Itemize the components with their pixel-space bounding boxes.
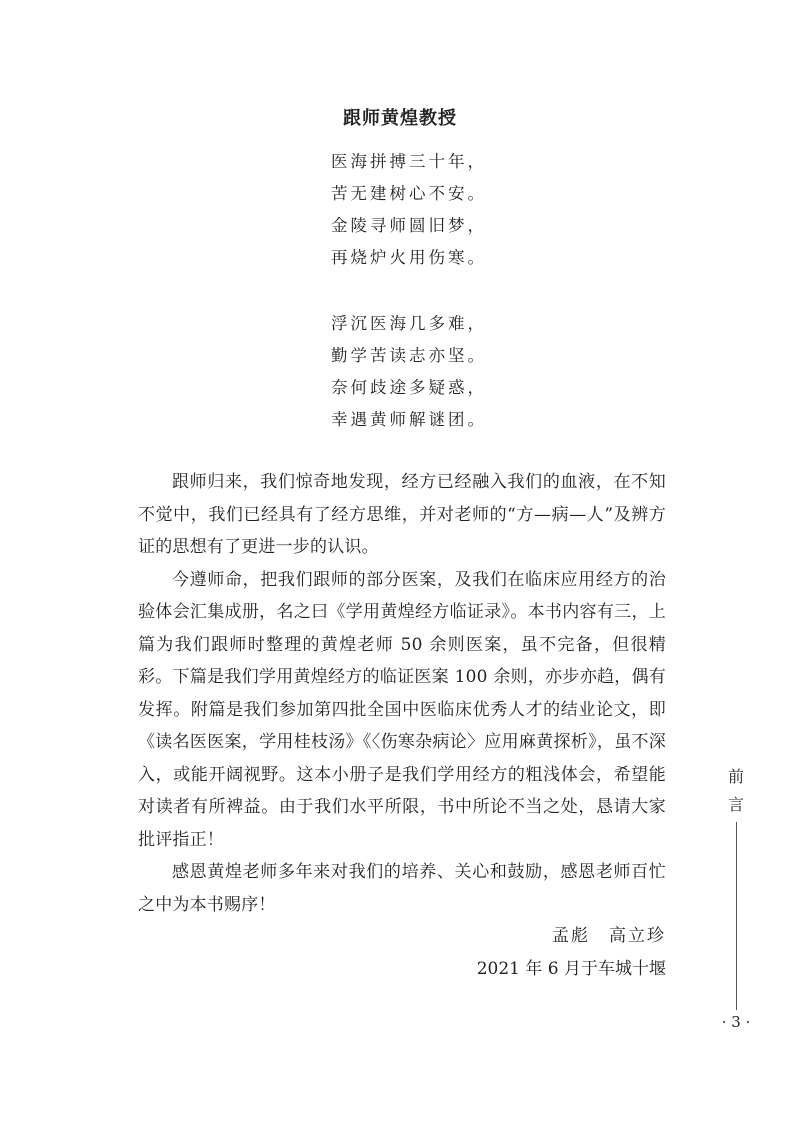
section-label-char: 前: [727, 767, 744, 786]
poem-line: 勤学苦读志亦坚。: [331, 346, 487, 365]
paragraph-return: 跟师归来，我们惊奇地发现，经方已经融入我们的血液，在不知不觉中，我们已经具有了经方思维，并对老师的“方—病—人”及辨方证的思想有了更进一步的认识。: [138, 472, 666, 557]
poem-line: 幸遇黄师解谜团。: [331, 410, 487, 429]
preface-body: [138, 466, 666, 921]
section-label: [726, 763, 746, 819]
poem-stanza-1: [331, 146, 487, 274]
signature-date-place: 2021 年 6 月于车城十堰: [476, 958, 666, 979]
page-number: · 3 ·: [721, 1013, 751, 1031]
paragraph-gratitude: 感恩黄煌老师多年来对我们的培养、关心和鼓励，感恩老师百忙之中为本书赐序！: [138, 862, 666, 915]
poem-line: 苦无建树心不安。: [331, 184, 487, 203]
signature-authors: 孟彪 高立珍: [552, 926, 666, 946]
section-label-char: 言: [727, 795, 744, 814]
poem-line: 再烧炉火用伤寒。: [331, 248, 487, 267]
poem-line: 金陵寻师圆旧梦，: [331, 216, 487, 235]
poem-line: 医海拼搏三十年，: [331, 152, 487, 171]
poem-title: 跟师黄煌教授: [343, 108, 457, 129]
paragraph-book-contents: 今遵师命，把我们跟师的部分医案，及我们在临床应用经方的治验体会汇集成册，名之曰《学用黄煌经方临证录》。本书内容有三，上篇为我们跟师时整理的黄煌老师 50 余则医案，虽不完备，但很精彩。下篇是我们学用黄煌经方的临证医案 100 余则，亦步亦趋，偶有发挥。附篇是我们参加第四批全国中医临床优秀人才的结业论文，即《读名医医案，学用桂枝汤》《〈伤寒杂病论〉应用麻黄探析》，虽不深入，或能开阔视野。这本小册子是我们学用经方的粗浅体会，希望能对读者有所裨益。由于我们水平所限，书中所论不当之处，恳请大家批评指正！: [138, 569, 666, 850]
signature-block: [477, 920, 666, 985]
poem-line: 浮沉医海几多难，: [331, 314, 487, 333]
poem-stanza-2: [331, 308, 487, 436]
vertical-divider: [736, 822, 737, 1010]
poem-line: 奈何歧途多疑惑，: [331, 378, 487, 397]
